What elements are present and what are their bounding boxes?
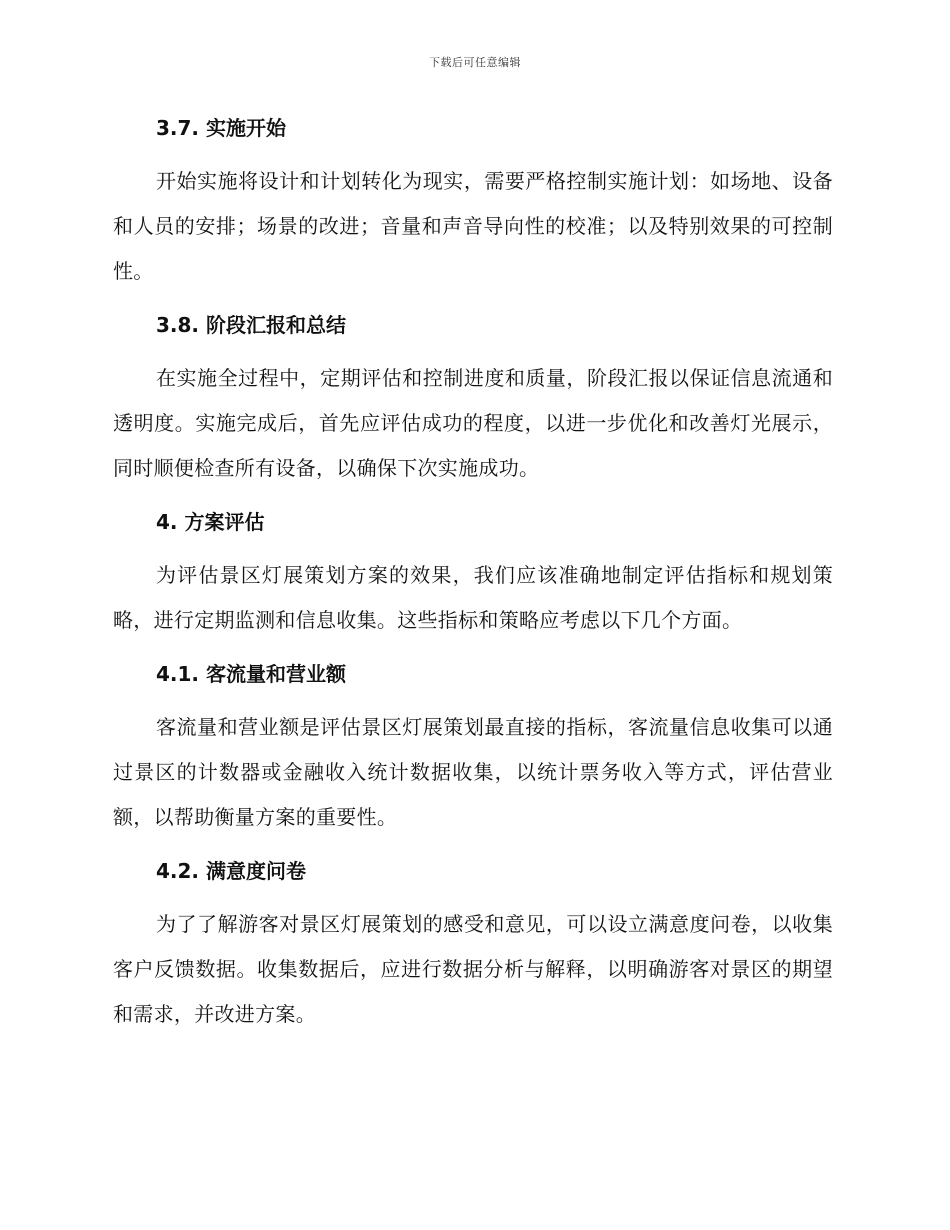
- section-4-1: [113, 659, 833, 840]
- section-4: [113, 507, 833, 643]
- section-3-8: [113, 310, 833, 491]
- section-heading: 4.2. 满意度问卷: [156, 859, 306, 883]
- section-paragraph: 在实施全过程中，定期评估和控制进度和质量，阶段汇报以保证信息流通和透明度。实施完成后，首先应评估成功的程度，以进一步优化和改善灯光展示，同时顺便检查所有设备，以确保下次实施成功。: [113, 366, 833, 480]
- section-paragraph: 为评估景区灯展策划方案的效果，我们应该准确地制定评估指标和规划策略，进行定期监测和信息收集。这些指标和策略应考虑以下几个方面。: [113, 563, 833, 632]
- section-heading: 4. 方案评估: [156, 510, 265, 534]
- section-heading: 3.7. 实施开始: [156, 116, 286, 140]
- section-3-7: [113, 113, 833, 294]
- page-header: 下载后可任意编辑: [429, 56, 521, 69]
- section-paragraph: 客流量和营业额是评估景区灯展策划最直接的指标，客流量信息收集可以通过景区的计数器或金融收入统计数据收集，以统计票务收入等方式，评估营业额，以帮助衡量方案的重要性。: [113, 715, 833, 829]
- section-paragraph: 开始实施将设计和计划转化为现实，需要严格控制实施计划：如场地、设备和人员的安排；场景的改进；音量和声音导向性的校准；以及特别效果的可控制性。: [113, 169, 833, 283]
- section-paragraph: 为了了解游客对景区灯展策划的感受和意见，可以设立满意度问卷，以收集客户反馈数据。收集数据后，应进行数据分析与解释，以明确游客对景区的期望和需求，并改进方案。: [113, 912, 833, 1026]
- section-heading: 4.1. 客流量和营业额: [156, 662, 346, 686]
- section-4-2: [113, 856, 833, 1037]
- section-heading: 3.8. 阶段汇报和总结: [156, 313, 346, 337]
- document-body: [113, 113, 833, 1053]
